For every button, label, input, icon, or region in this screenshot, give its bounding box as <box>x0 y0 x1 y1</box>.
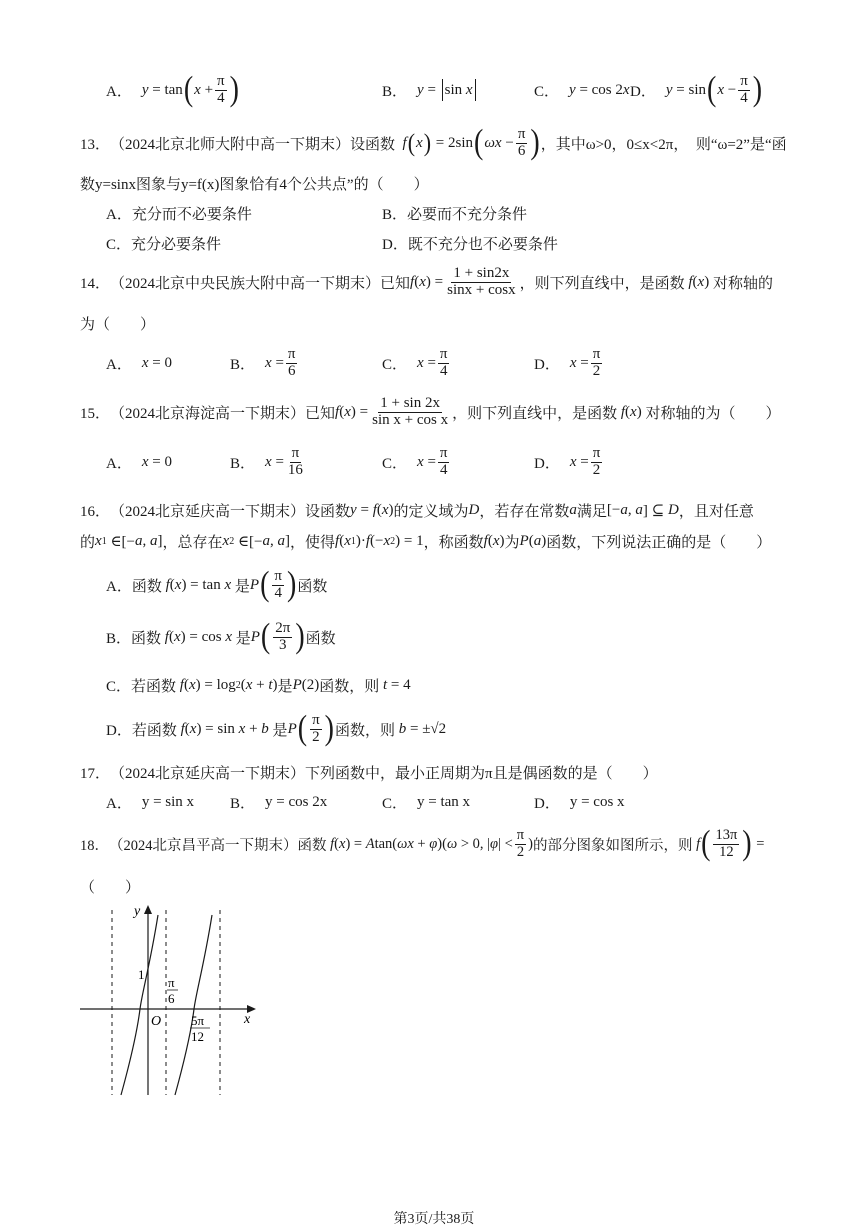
stem-text: ，称函数 <box>423 534 484 551</box>
q15-option-d: D． x = $\frac{\pi}{2}$ <box>534 444 601 478</box>
option-expression: y = cos 2x <box>265 793 328 810</box>
option-label: D． <box>630 83 656 100</box>
option-label: B． <box>230 455 256 472</box>
question-number: 14． <box>80 275 111 292</box>
option-label: B． <box>382 83 408 100</box>
q13-option-c: C．充分必要条件 <box>106 237 222 253</box>
q15-stem-line1: 15． （2024北京海淀高一下期末） 已知 f ( x ) = $\frac{1 + \sin 2x}{\text{sin x + cos x}}$ ，则下列直线中，是函数 f ( x ) 对称轴的为（ ） <box>80 394 781 428</box>
stem-text: ，使得 <box>290 534 336 551</box>
stem-text: ，且对任意 <box>678 503 754 520</box>
q16-stem-line1: 16． （2024北京延庆高一下期末） 设函数 y = f ( x ) 的定义域为 D ，若存在常数 a 满足 [− a , a ] ⊆ D ，且对任意 <box>80 501 754 520</box>
q12-option-a: A． y = tan ( x + $\frac{\pi}{4}$ ) <box>106 70 239 109</box>
q17-option-c <box>382 790 470 814</box>
option-label: D． <box>534 455 560 472</box>
stem-text: 为 <box>504 534 520 551</box>
stem-text: 函数，下列说法正确的是（ ） <box>546 534 772 551</box>
question-source: （2024北京中央民族大附中高一下期末） <box>110 275 381 292</box>
stem-text: ，其中ω>0，0≤x<2π， 则“ω=2”是“函 <box>540 136 787 153</box>
q17-option-d <box>534 790 625 814</box>
fraction-denominator: sinx + cosx <box>447 281 516 298</box>
option-text: 是 <box>234 578 250 595</box>
stem-text: 已知 <box>305 405 336 422</box>
pi-over-6-numerator: π <box>168 975 175 990</box>
q18-stem-line2: （ ） <box>80 880 141 896</box>
question-source: （2024北京延庆高一下期末） <box>110 765 306 782</box>
question-number: 18． <box>80 837 109 854</box>
q17-stem <box>80 760 658 784</box>
stem-text: 设函数 <box>305 503 351 520</box>
option-label: D． <box>534 795 560 812</box>
q13-stem-line1: 13． （2024北京北师大附中高一下期末） 设函数 f ( x ) = 2sin ( ωx − $\frac{\pi}{6}$ ) ，其中ω>0，0≤x<2π， 则“ω=2”是“函 <box>80 123 787 162</box>
option-label: A． <box>106 356 132 373</box>
stem-text: ，若存在常数 <box>479 503 570 520</box>
option-text: 函数，则 <box>334 722 395 739</box>
option-label: A． <box>106 795 132 812</box>
option-text: B．函数 <box>106 630 162 647</box>
fraction-denominator: sin x + cos x <box>372 411 449 428</box>
stem-text: 下列函数中，最小正周期为π且是偶函数的是（ ） <box>305 765 658 782</box>
q16-option-b: B．函数 f ( x ) = cos x 是 P ( $\frac{2\pi}{3}$ ) 函数 <box>106 617 336 656</box>
fraction-numerator: 1 + sin2x <box>453 264 510 281</box>
q16-option-d: D．若函数 f ( x ) = sin x + b 是 P ( $\frac{\pi}{2}$ ) 函数，则 b = ±√2 <box>106 709 447 748</box>
q12-option-b: B． y = sin x <box>382 70 478 110</box>
q14-option-c: C． x = $\frac{\pi}{4}$ <box>382 345 448 379</box>
stem-text: ，总存在 <box>162 534 223 551</box>
question-source: （2024北京延庆高一下期末） <box>110 503 306 520</box>
stem-text: 设函数 <box>350 136 396 153</box>
option-label: C． <box>382 356 408 373</box>
fraction-numerator: 1 + sin 2x <box>380 394 440 411</box>
stem-text: 的定义域为 <box>393 503 469 520</box>
q16-option-c: C．若函数 f ( x ) = log 2 ( x + t ) 是 P (2) 函数，则 t = 4 <box>106 676 411 695</box>
page-footer: 第3页/共38页 <box>393 1212 475 1227</box>
q16-stem-line2: 的 x 1 ∈[− a , a ] ，总存在 x 2 ∈[− a , a ] ，使得 f ( x 1 )· f (− x 2 ) = 1 ，称函数 f ( x ) 为 P ( a ) 函数，下列说法正确的是（ ） <box>80 532 772 551</box>
q15-option-c: C． x = $\frac{\pi}{4}$ <box>382 444 448 478</box>
q14-option-b: B． x = $\frac{\pi}{6}$ <box>230 345 296 379</box>
stem-text: 对称轴的 <box>712 275 773 292</box>
x-axis-label: x <box>244 1012 251 1027</box>
stem-text: 的 <box>80 534 96 551</box>
q13-option-d: D．既不充分也不必要条件 <box>382 237 558 253</box>
q12-option-d: D． y = sin ( x − $\frac{\pi}{4}$ ) <box>630 70 763 109</box>
q18-tangent-graph <box>70 895 270 1105</box>
q15-option-a: A． x = 0 <box>106 453 172 472</box>
stem-text: 已知 <box>380 275 411 292</box>
question-number: 13． <box>80 136 111 153</box>
option-label: B． <box>230 356 256 373</box>
option-expression: y = sin x <box>141 793 195 810</box>
q17-option-a <box>106 790 194 814</box>
q13-stem-line2: 数y=sinx图象与y=f(x)图象恰有4个公共点”的（ ） <box>80 177 429 193</box>
option-text: 函数 <box>297 578 328 595</box>
option-label: C． <box>382 455 408 472</box>
option-text: 是 <box>277 678 293 695</box>
question-source: （2024北京北师大附中高一下期末） <box>110 136 351 153</box>
q13-option-b: B．必要而不充分条件 <box>382 207 528 223</box>
q16-option-a: A．函数 f ( x ) = tan x 是 P ( $\frac{\pi}{4}$ ) 函数 <box>106 565 328 604</box>
question-number: 15． <box>80 405 111 422</box>
y-axis-arrow <box>144 905 152 914</box>
question-number: 17． <box>80 765 111 782</box>
option-label: D． <box>534 356 560 373</box>
q14-option-a: A． x = 0 <box>106 354 172 373</box>
option-label: A． <box>106 455 132 472</box>
5pi-over-12-denominator: 12 <box>191 1029 204 1044</box>
q14-option-d: D． x = $\frac{\pi}{2}$ <box>534 345 601 379</box>
option-text: D．若函数 <box>106 722 177 739</box>
pi-over-6-denominator: 6 <box>168 991 175 1006</box>
5pi-over-12-numerator: 5π <box>191 1013 205 1028</box>
stem-text: ，则下列直线中，是函数 <box>452 405 618 422</box>
option-label: C． <box>382 795 408 812</box>
y-tick-1-label: 1 <box>138 967 145 982</box>
tangent-branch-2 <box>175 915 212 1095</box>
q14-stem-line1: 14． （2024北京中央民族大附中高一下期末） 已知 f ( x ) = $\frac{1 + \sin 2x}{\sin x + \cos x}$ ，则下列直线中，是函数 f ( x ) 对称轴的 <box>80 264 773 298</box>
stem-text: 的部分图象如图所示，则 <box>532 837 693 854</box>
option-text: 是 <box>235 630 251 647</box>
tangent-branch-1 <box>121 915 158 1095</box>
option-text: 函数 <box>305 630 336 647</box>
option-text: 是 <box>272 722 288 739</box>
question-source: （2024北京海淀高一下期末） <box>110 405 306 422</box>
option-expression: y = tan x <box>417 793 471 810</box>
q14-stem-line2: 为（ ） <box>80 317 156 333</box>
origin-label: O <box>151 1014 162 1029</box>
option-text: C．若函数 <box>106 678 177 695</box>
q18-stem-line1: 18． （2024北京昌平高一下期末） 函数 f ( x ) = A tan( ωx + φ )( ω > 0, | φ | < $\frac{\pi}{2}$ ) 的部分图象如图所示，则 f ( $\frac{13\pi}{12}$ ) = <box>80 824 765 863</box>
option-label: B． <box>230 795 256 812</box>
y-axis-label: y <box>134 904 141 919</box>
option-text: 函数，则 <box>319 678 380 695</box>
stem-text: ，则下列直线中，是函数 <box>519 275 685 292</box>
question-source: （2024北京昌平高一下期末） <box>109 837 298 854</box>
option-text: A．函数 <box>106 578 162 595</box>
q12-option-c: C． y = cos 2 x <box>534 81 630 100</box>
stem-text: 函数 <box>297 837 327 854</box>
option-label: C． <box>534 83 560 100</box>
stem-text: 满足 <box>576 503 607 520</box>
option-expression: y = cos x <box>569 793 625 810</box>
stem-text: 对称轴的为（ ） <box>645 405 781 422</box>
q15-option-b: B． x = $\frac{\pi}{16}$ <box>230 444 303 478</box>
q13-option-a: A．充分而不必要条件 <box>106 207 252 223</box>
q17-option-b <box>230 790 327 814</box>
option-label: A． <box>106 83 132 100</box>
question-number: 16． <box>80 503 111 520</box>
